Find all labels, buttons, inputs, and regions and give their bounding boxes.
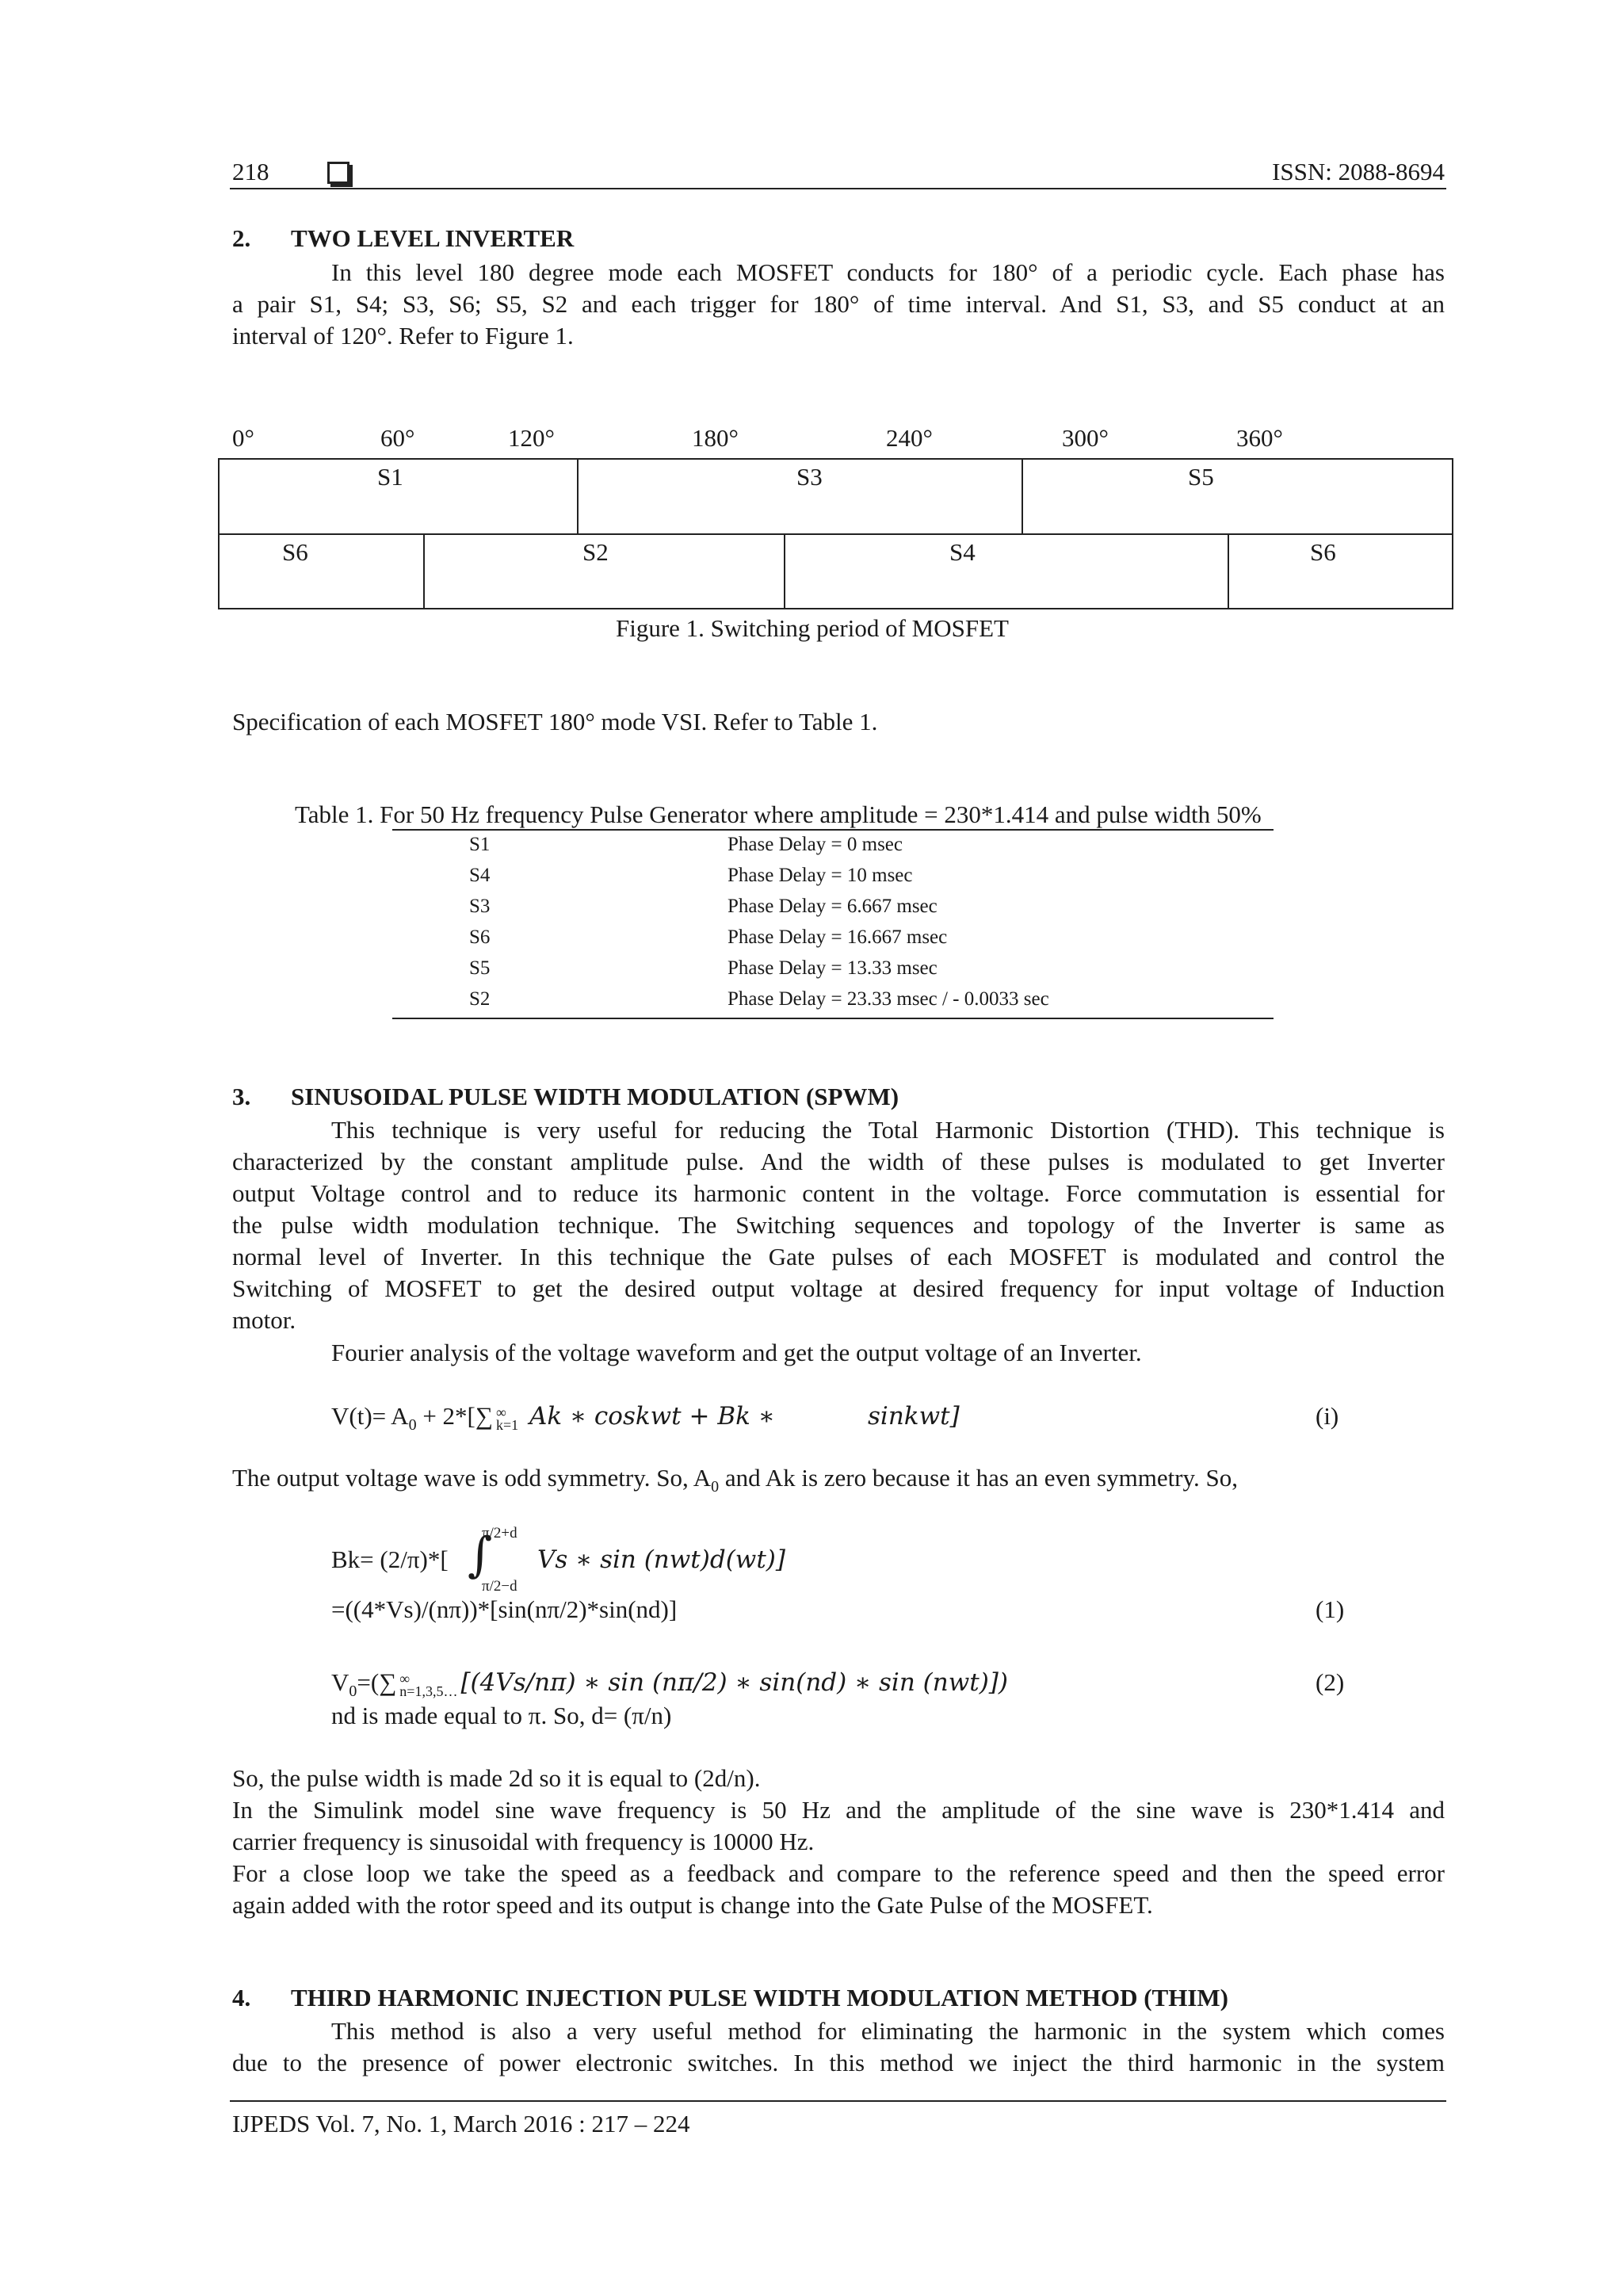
switch-cell-s4 <box>784 533 1229 609</box>
angle-label: 60° <box>380 424 415 452</box>
integral-lower: π/2−d <box>482 1578 517 1595</box>
table-cell-delay: Phase Delay = 6.667 msec <box>727 896 938 917</box>
table-caption-prefix: Table 1. <box>295 800 380 828</box>
switch-label: S6 <box>282 538 308 566</box>
table-cell-switch: S1 <box>469 834 491 855</box>
para-line: interval of 120°. Refer to Figure 1. <box>232 322 574 350</box>
table-cell-switch: S3 <box>469 896 491 917</box>
switch-cell-s6 <box>218 533 425 609</box>
switch-cell-s6b <box>1228 533 1453 609</box>
para-line: normal level of Inverter. In this technique the Gate pulses of each MOSFET is modulated and control the <box>232 1243 1445 1270</box>
closing-line: For a close loop we take the speed as a feedback and compare to the reference speed and then the speed error <box>232 1859 1445 1887</box>
footer-text: IJPEDS Vol. 7, No. 1, March 2016 : 217 – 224 <box>232 2110 690 2137</box>
table-cell-switch: S2 <box>469 988 491 1010</box>
table-cell-delay: Phase Delay = 0 msec <box>727 834 903 855</box>
table-cell-switch: S4 <box>469 865 491 886</box>
equation-1a: Bk= (2/π)*[ <box>331 1545 449 1573</box>
switch-label: S1 <box>377 463 403 491</box>
angle-label: 120° <box>508 424 555 452</box>
equation-label: (i) <box>1316 1402 1339 1430</box>
closing-line: In the Simulink model sine wave frequency is 50 Hz and the amplitude of the sine wave is 230*1.414 and <box>232 1796 1445 1824</box>
para-line: Switching of MOSFET to get the desired output voltage at desired frequency for input voltage of Induction <box>232 1274 1445 1302</box>
table-bottom-rule <box>392 1018 1274 1019</box>
angle-label: 240° <box>886 424 933 452</box>
switch-label: S2 <box>582 538 609 566</box>
equation-1b: =((4*Vs)/(nπ))*[sin(nπ/2)*sin(nd)] <box>331 1595 678 1623</box>
para-line: This method is also a very useful method for eliminating the harmonic in the system which comes <box>331 2017 1445 2045</box>
integral-sign: ∫ <box>468 1527 493 1583</box>
para-line: characterized by the constant amplitude pulse. And the width of these pulses is modulated to get Inverter <box>232 1148 1445 1175</box>
table-cell-delay: Phase Delay = 10 msec <box>727 865 913 886</box>
integral-upper: π/2+d <box>482 1525 517 1541</box>
angle-label: 300° <box>1062 424 1109 452</box>
spec-line: Specification of each MOSFET 180° mode VSI. Refer to Table 1. <box>232 708 878 735</box>
header-rule <box>230 188 1446 189</box>
switch-label: S6 <box>1310 538 1336 566</box>
table-cell-delay: Phase Delay = 23.33 msec / - 0.0033 sec <box>727 988 1049 1010</box>
table-cell-delay: Phase Delay = 16.667 msec <box>727 926 948 948</box>
closing-line: again added with the rotor speed and its output is change into the Gate Pulse of the MOSFET. <box>232 1891 1153 1919</box>
switch-label: S3 <box>796 463 823 491</box>
angle-label: 180° <box>692 424 739 452</box>
para-line: due to the presence of power electronic switches. In this method we inject the third harmonic in the system <box>232 2049 1445 2076</box>
section-number: 2. <box>232 224 251 252</box>
switch-cell-s5 <box>1022 458 1453 535</box>
equation-i-tail: sinkwt] <box>868 1402 960 1431</box>
para-line: motor. <box>232 1306 296 1334</box>
section-title: TWO LEVEL INVERTER <box>291 224 575 252</box>
table-cell-delay: Phase Delay = 13.33 msec <box>727 957 938 979</box>
para-line: output Voltage control and to reduce its harmonic content in the voltage. Force commutation is essential for <box>232 1179 1445 1207</box>
angle-label: 0° <box>232 424 254 452</box>
para-line: This technique is very useful for reducing the Total Harmonic Distortion (THD). This technique is <box>331 1116 1445 1144</box>
section-number: 3. <box>232 1083 251 1110</box>
integral-body: Vs ∗ sin (nwt)d(wt)] <box>537 1545 785 1574</box>
equation-2: $V_0=(\sum$ ∞ n=1,3,5… [(4Vs/nπ) ∗ sin (nπ/2) ∗ sin(nd) ∗ sin (nwt)]) <box>331 1668 1008 1701</box>
table-caption-main: For 50 Hz frequency Pulse Generator where amplitude = 230*1.414 and pulse width 50% <box>380 800 1262 828</box>
closing-line: carrier frequency is sinusoidal with frequency is 10000 Hz. <box>232 1828 815 1855</box>
figure-caption: Figure 1. Switching period of MOSFET <box>616 614 1009 642</box>
switch-label: S5 <box>1188 463 1214 491</box>
footer-rule <box>230 2100 1446 2102</box>
box-icon <box>327 162 349 188</box>
equation-label: (1) <box>1316 1595 1345 1623</box>
para-line: In this level 180 degree mode each MOSFET conducts for 180° of a periodic cycle. Each phase has <box>331 258 1445 286</box>
table-cell-switch: S6 <box>469 926 491 948</box>
closing-line: So, the pulse width is made 2d so it is equal to (2d/n). <box>232 1764 761 1792</box>
section-title: THIRD HARMONIC INJECTION PULSE WIDTH MODULATION METHOD (THIM) <box>291 1984 1228 2011</box>
issn: ISSN: 2088-8694 <box>1272 158 1445 185</box>
section-number: 4. <box>232 1984 251 2011</box>
fourier-line: Fourier analysis of the voltage waveform and get the output voltage of an Inverter. <box>331 1339 1142 1366</box>
para-line: a pair S1, S4; S3, S6; S5, S2 and each trigger for 180° of time interval. And S1, S3, and S5 conduct at an <box>232 290 1445 318</box>
nd-line: nd is made equal to π. So, d= (π/n) <box>331 1702 672 1729</box>
para-line: the pulse width modulation technique. The Switching sequences and topology of the Inverter is same as <box>232 1211 1445 1239</box>
table-top-rule <box>392 829 1274 831</box>
section-title: SINUSOIDAL PULSE WIDTH MODULATION (SPWM) <box>291 1083 899 1110</box>
page-number: 218 <box>232 158 269 185</box>
equation-i: $V(t)= A_0 + 2*[\sum$ ∞ k=1 Ak ∗ coskwt + Bk ∗ <box>331 1402 775 1435</box>
equation-label: (2) <box>1316 1668 1345 1696</box>
switch-label: S4 <box>949 538 976 566</box>
angle-label: 360° <box>1236 424 1283 452</box>
odd-symmetry-line: The output voltage wave is odd symmetry. So, $A_0$ and Ak is zero because it has an even symmetry. So, <box>232 1464 1238 1496</box>
table-cell-switch: S5 <box>469 957 491 979</box>
table-caption <box>295 799 1262 831</box>
